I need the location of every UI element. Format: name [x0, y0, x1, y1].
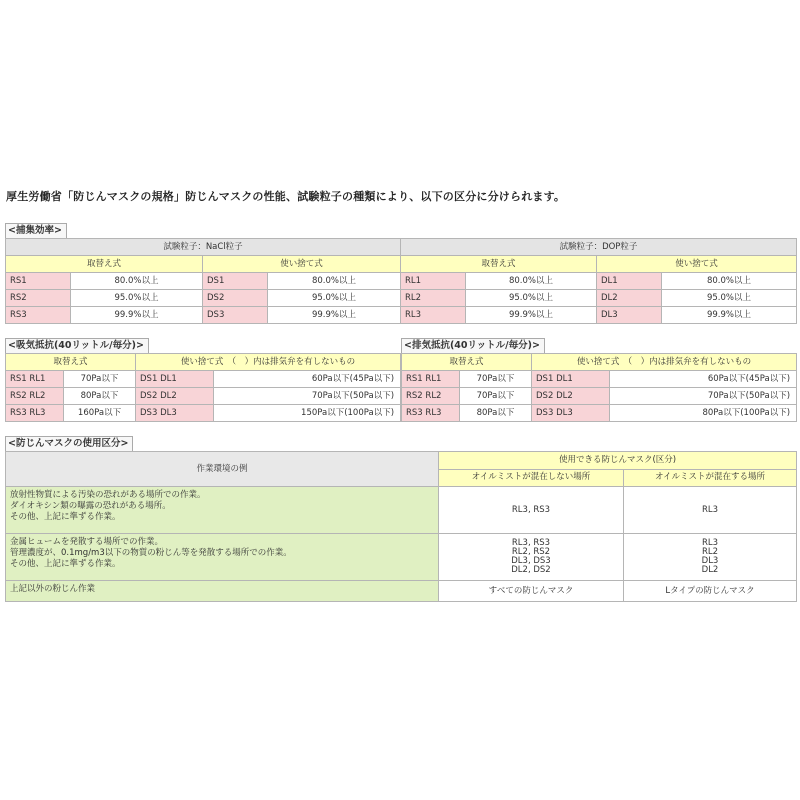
- mask-class: DL3: [701, 556, 719, 566]
- mask-class: すべての防じんマスク: [488, 585, 574, 596]
- class-value: 70Pa以下(50Pa以下): [610, 388, 797, 405]
- class-value: 95.0%以上: [268, 290, 401, 307]
- class-value: 70Pa以下: [460, 371, 532, 388]
- intro-text: 厚生労働省「防じんマスクの規格」防じんマスクの性能、試験粒子の種類により、以下の区分に分けられます。: [6, 190, 566, 203]
- class-value: 160Pa以下: [64, 405, 136, 422]
- class-code: DS1: [203, 273, 268, 290]
- oil-masks: [624, 534, 797, 581]
- class-code: RS2: [6, 290, 71, 307]
- mask-class: Lタイプの防じんマスク: [665, 585, 755, 596]
- intake-table: [5, 353, 401, 422]
- class-value: 80.0%以上: [268, 273, 401, 290]
- oil-masks: [624, 487, 797, 534]
- class-value: 80.0%以上: [71, 273, 203, 290]
- class-value: 70Pa以下: [64, 371, 136, 388]
- table-row: [6, 290, 797, 307]
- class-code: DS2 DL2: [136, 388, 214, 405]
- class-value: 99.9%以上: [71, 307, 203, 324]
- class-value: 60Pa以下(45Pa以下): [214, 371, 401, 388]
- class-value: 70Pa以下: [460, 388, 532, 405]
- table-row: [6, 307, 797, 324]
- condition-line: その他、上記に準ずる作業。: [10, 512, 121, 522]
- mask-class: DL3, DS3: [511, 556, 551, 566]
- class-value: 95.0%以上: [71, 290, 203, 307]
- condition-line: 上記以外の粉じん作業: [10, 584, 96, 594]
- class-code: DS1 DL1: [136, 371, 214, 388]
- no-oil-masks: [439, 487, 624, 534]
- condition-line: その他、上記に準ずる作業。: [10, 559, 121, 569]
- no-oil-masks: [439, 581, 624, 602]
- usage-title: <防じんマスクの使用区分>: [5, 436, 133, 451]
- table-row: [402, 405, 797, 422]
- work-condition: [6, 487, 439, 534]
- table-row: [6, 371, 401, 388]
- class-value: 99.9%以上: [662, 307, 797, 324]
- exhaust-table: [401, 353, 797, 422]
- condition-line: 放射性物質による汚染の恐れがある場所での作業。: [10, 490, 206, 500]
- class-code: RS1 RL1: [402, 371, 460, 388]
- class-code: DL2: [597, 290, 662, 307]
- efficiency-table: [5, 238, 797, 324]
- class-code: RS1 RL1: [6, 371, 64, 388]
- work-condition: [6, 534, 439, 581]
- no-oil-masks: [439, 534, 624, 581]
- condition-line: ダイオキシン類の曝露の恐れがある場所。: [10, 501, 171, 511]
- table-row: [6, 487, 797, 534]
- class-code: DL3: [597, 307, 662, 324]
- dop-replace-header: 取替え式: [401, 256, 597, 273]
- class-value: 150Pa以下(100Pa以下): [214, 405, 401, 422]
- class-value: 70Pa以下(50Pa以下): [214, 388, 401, 405]
- class-code: DS1 DL1: [532, 371, 610, 388]
- exhaust-disposable-header: 使い捨て式 （ ）内は排気弁を有しないもの: [532, 354, 797, 371]
- intake-block: [5, 333, 400, 422]
- intake-replace-header: 取替え式: [6, 354, 136, 371]
- table-row: [402, 388, 797, 405]
- class-code: DS3 DL3: [136, 405, 214, 422]
- oil-masks: [624, 581, 797, 602]
- table-row: [6, 388, 401, 405]
- mask-class: RL3, RS3: [511, 538, 551, 548]
- mask-class: RL3, RS3: [511, 504, 551, 515]
- resistance-section: [5, 333, 796, 422]
- nacl-disposable-header: 使い捨て式: [203, 256, 401, 273]
- class-code: RS1: [6, 273, 71, 290]
- class-value: 80.0%以上: [662, 273, 797, 290]
- table-row: [6, 273, 797, 290]
- oil-header: オイルミストが混在する場所: [624, 469, 797, 487]
- usage-table: [5, 451, 797, 602]
- mask-class: RL2: [701, 547, 719, 557]
- mask-class: RL2, RS2: [511, 547, 551, 557]
- mask-class: DL2: [701, 565, 719, 575]
- exhaust-replace-header: 取替え式: [402, 354, 532, 371]
- class-value: 95.0%以上: [662, 290, 797, 307]
- class-code: RL1: [401, 273, 466, 290]
- class-code: RL2: [401, 290, 466, 307]
- intake-title: <吸気抵抗(40リットル/毎分)>: [5, 338, 149, 353]
- usable-header: 使用できる防じんマスク(区分): [439, 452, 797, 470]
- class-value: 80Pa以下(100Pa以下): [610, 405, 797, 422]
- class-value: 80Pa以下: [64, 388, 136, 405]
- class-value: 95.0%以上: [466, 290, 597, 307]
- nacl-header: 試験粒子：NaCl粒子: [6, 239, 401, 256]
- table-row: [6, 405, 401, 422]
- usage-section: [5, 431, 796, 602]
- nacl-replace-header: 取替え式: [6, 256, 203, 273]
- intake-disposable-header: 使い捨て式 （ ）内は排気弁を有しないもの: [136, 354, 401, 371]
- mask-class: DL2, DS2: [511, 565, 551, 575]
- dop-disposable-header: 使い捨て式: [597, 256, 797, 273]
- condition-line: 管理濃度が、0.1mg/m3以下の物質の粉じん等を発散する場所での作業。: [10, 548, 292, 558]
- class-value: 60Pa以下(45Pa以下): [610, 371, 797, 388]
- condition-line: 金属ヒュームを発散する場所での作業。: [10, 537, 164, 547]
- mask-class: RL3: [701, 504, 719, 515]
- env-header: 作業環境の例: [6, 452, 439, 487]
- class-code: RL3: [401, 307, 466, 324]
- efficiency-section: [5, 218, 796, 324]
- no-oil-header: オイルミストが混在しない場所: [439, 469, 624, 487]
- class-code: DL1: [597, 273, 662, 290]
- class-value: 99.9%以上: [268, 307, 401, 324]
- exhaust-title: <排気抵抗(40リットル/毎分)>: [401, 338, 545, 353]
- table-row: [6, 581, 797, 602]
- table-row: [6, 534, 797, 581]
- efficiency-title: <捕集効率>: [5, 223, 67, 238]
- class-code: RS3: [6, 307, 71, 324]
- table-row: [402, 371, 797, 388]
- exhaust-block: [401, 333, 796, 422]
- class-code: RS3 RL3: [402, 405, 460, 422]
- page-content: [5, 188, 796, 611]
- class-code: RS2 RL2: [6, 388, 64, 405]
- mask-class: RL3: [701, 538, 719, 548]
- class-code: DS3 DL3: [532, 405, 610, 422]
- class-code: DS3: [203, 307, 268, 324]
- dop-header: 試験粒子：DOP粒子: [401, 239, 797, 256]
- class-value: 80Pa以下: [460, 405, 532, 422]
- class-code: RS2 RL2: [402, 388, 460, 405]
- class-code: RS3 RL3: [6, 405, 64, 422]
- class-code: DS2 DL2: [532, 388, 610, 405]
- class-code: DS2: [203, 290, 268, 307]
- class-value: 99.9%以上: [466, 307, 597, 324]
- class-value: 80.0%以上: [466, 273, 597, 290]
- work-condition: [6, 581, 439, 602]
